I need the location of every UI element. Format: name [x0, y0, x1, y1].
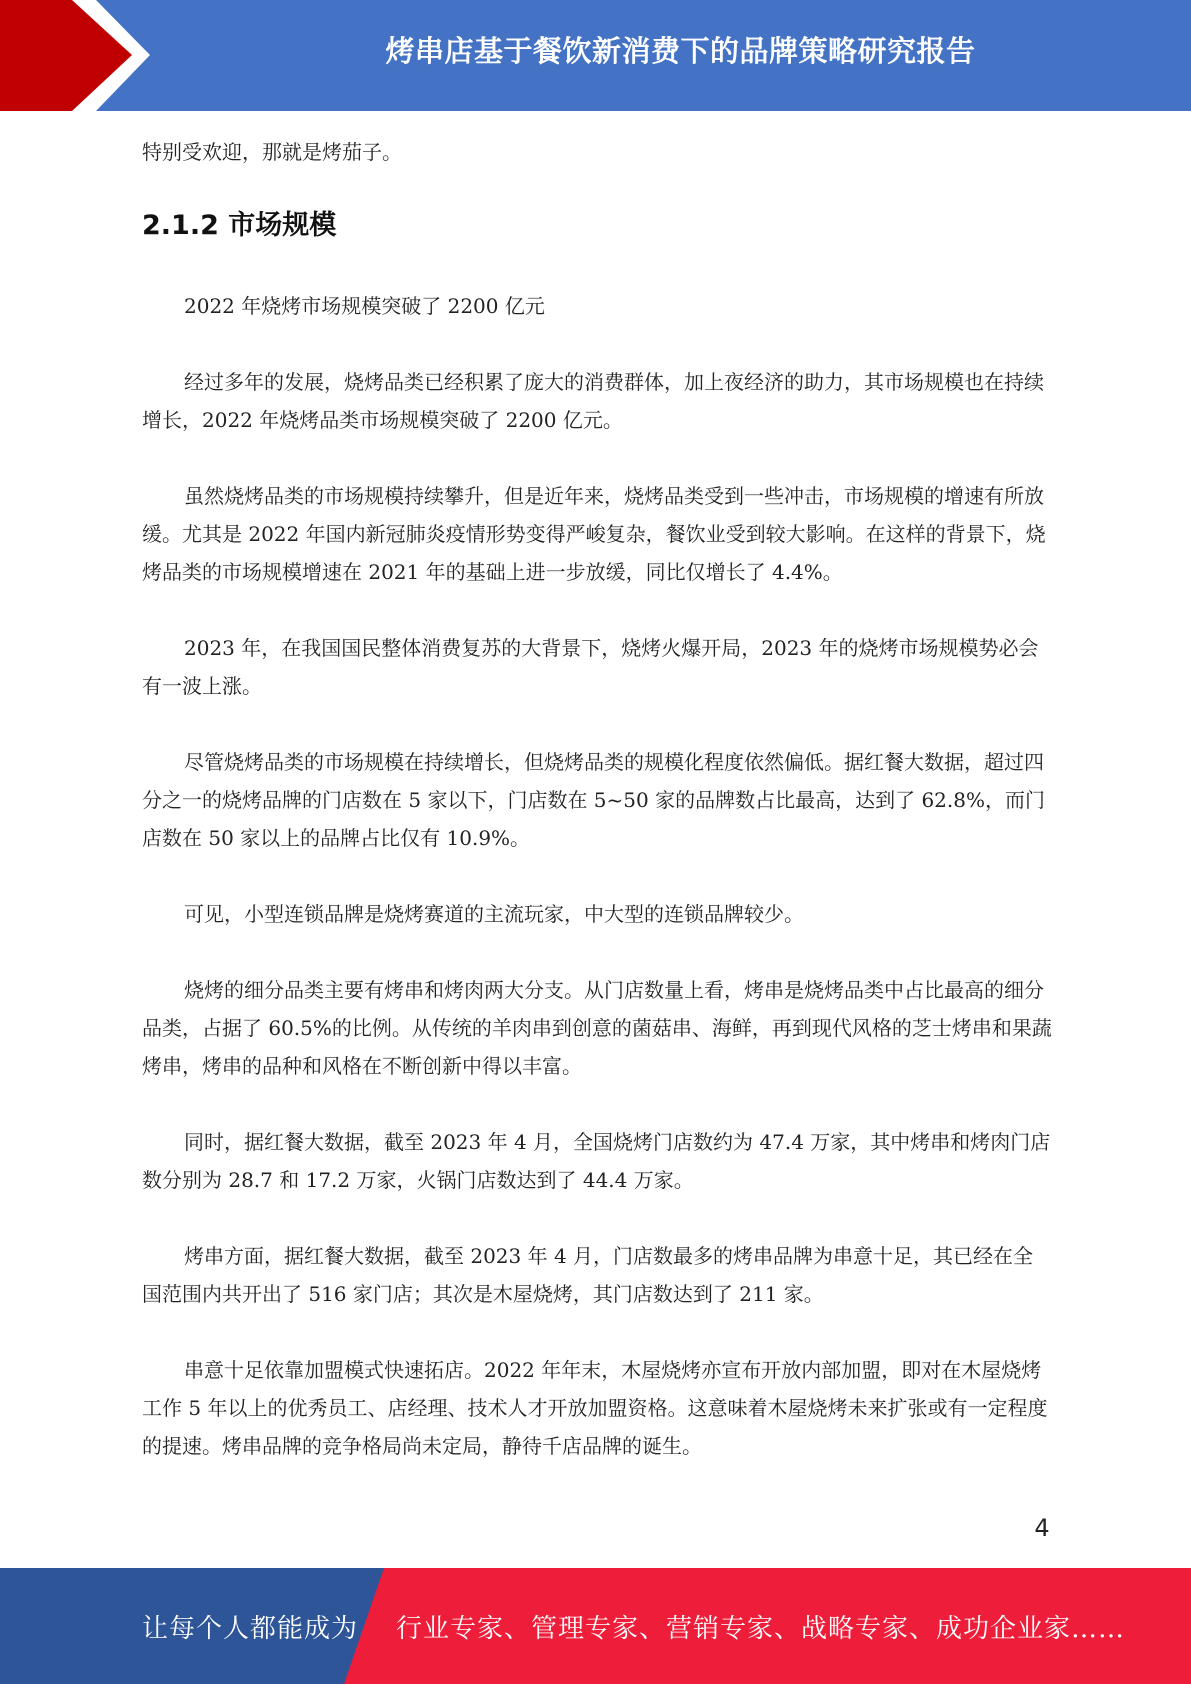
section-heading: 2.1.2 市场规模	[142, 210, 337, 241]
paragraph-4: 2023 年，在我国国民整体消费复苏的大背景下，烧烤火爆开局，2023 年的烧烤市场规模势必会有一波上涨。	[142, 636, 1039, 698]
paragraph-8: 同时，据红餐大数据，截至 2023 年 4 月，全国烧烤门店数约为 47.4 万家，其中烤串和烤肉门店数分别为 28.7 和 17.2 万家，火锅门店数达到了 44.4 万家。	[142, 1130, 1051, 1192]
intro-line: 特别受欢迎，那就是烤茄子。	[142, 140, 402, 164]
page-footer	[0, 1568, 1191, 1684]
paragraph-2: 经过多年的发展，烧烤品类已经积累了庞大的消费群体，加上夜经济的助力，其市场规模也在持续增长，2022 年烧烤品类市场规模突破了 2200 亿元。	[142, 370, 1044, 432]
page-header	[0, 0, 1191, 111]
paragraph-7: 烧烤的细分品类主要有烤串和烤肉两大分支。从门店数量上看，烤串是烧烤品类中占比最高的细分品类，占据了 60.5%的比例。从传统的羊肉串到创意的菌菇串、海鲜，再到现代风格的芝士烤串和果蔬烤串，烤串的品种和风格在不断创新中得以丰富。	[142, 978, 1052, 1078]
page-number: 4	[1034, 1514, 1050, 1542]
report-title: 烤串店基于餐饮新消费下的品牌策略研究报告	[385, 34, 976, 68]
footer-slogan-left: 让每个人都能成为	[142, 1614, 359, 1644]
paragraph-10: 串意十足依靠加盟模式快速拓店。2022 年年末，木屋烧烤亦宣布开放内部加盟，即对在木屋烧烤工作 5 年以上的优秀员工、店经理、技术人才开放加盟资格。这意味着木屋烧烤未来扩张或有一定程度的提速。烤串品牌的竞争格局尚未定局，静待千店品牌的诞生。	[142, 1358, 1048, 1458]
paragraph-3: 虽然烧烤品类的市场规模持续攀升，但是近年来，烧烤品类受到一些冲击，市场规模的增速有所放缓。尤其是 2022 年国内新冠肺炎疫情形势变得严峻复杂，餐饮业受到较大影响。在这样的背景下，烧烤品类的市场规模增速在 2021 年的基础上进一步放缓，同比仅增长了 4.4%。	[142, 484, 1046, 584]
paragraph-9: 烤串方面，据红餐大数据，截至 2023 年 4 月，门店数最多的烤串品牌为串意十足，其已经在全国范围内共开出了 516 家门店；其次是木屋烧烤，其门店数达到了 211 家。	[142, 1244, 1034, 1306]
paragraph-1: 2022 年烧烤市场规模突破了 2200 亿元	[184, 294, 545, 318]
paragraph-5: 尽管烧烤品类的市场规模在持续增长，但烧烤品类的规模化程度依然偏低。据红餐大数据，超过四分之一的烧烤品牌的门店数在 5 家以下，门店数在 5~50 家的品牌数占比最高，达到了 62.8%，而门店数在 50 家以上的品牌占比仅有 10.9%。	[142, 750, 1045, 850]
paragraph-6: 可见，小型连锁品牌是烧烤赛道的主流玩家，中大型的连锁品牌较少。	[184, 902, 804, 926]
footer-slogan-right: 行业专家、管理专家、营销专家、战略专家、成功企业家……	[396, 1614, 1126, 1644]
